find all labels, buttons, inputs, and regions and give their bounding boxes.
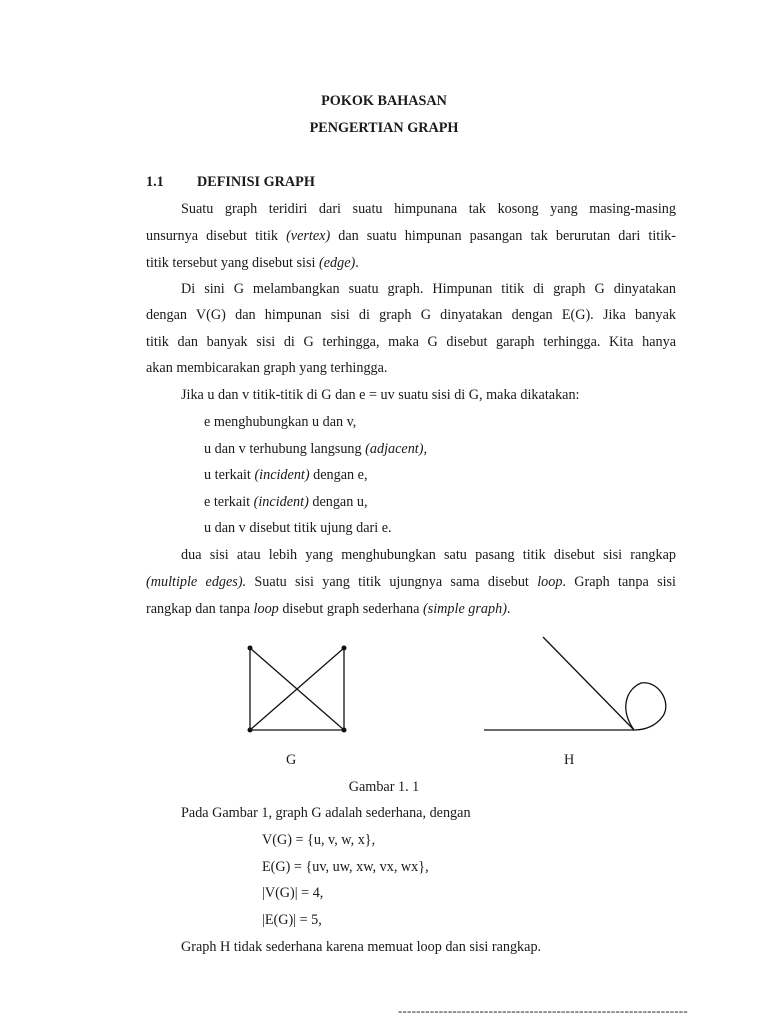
section-number: 1.1	[146, 174, 164, 190]
term-incident: (incident)	[254, 467, 310, 483]
footer-rule: ----------------------------------------------------------------	[398, 1003, 688, 1018]
para2-line4: akan membicarakan graph yang terhingga.	[146, 360, 388, 376]
graph-g-vertex	[248, 646, 253, 651]
para4-line3: rangkap dan tanpa loop disebut graph sederhana (simple graph).	[146, 601, 511, 617]
graph-g-edge	[250, 648, 344, 730]
para2-line1: Di sini G melambangkan suatu graph. Himpunan titik di graph G dinyatakan	[181, 281, 676, 297]
section-title: DEFINISI GRAPH	[197, 174, 315, 190]
para5-closing: Graph H tidak sederhana karena memuat loop dan sisi rangkap.	[181, 939, 542, 955]
figure-label-h: H	[564, 752, 575, 768]
term-multiple-edges: (multiple edges).	[146, 574, 247, 590]
para3-intro: Jika u dan v titik-titik di G dan e = uv suatu sisi di G, maka dikatakan:	[181, 387, 580, 403]
para1-line3: titik tersebut yang disebut sisi (edge).	[146, 255, 359, 271]
para2-line3: titik dan banyak sisi di G terhingga, maka G disebut garaph terhingga. Kita hanya	[146, 334, 676, 350]
term-simple-graph: (simple graph)	[422, 601, 507, 617]
term-adjacent: (adjacent),	[365, 441, 428, 457]
para1-line2: unsurnya disebut titik (vertex) dan suatu himpunan pasangan tak berurutan dari titik-	[146, 228, 676, 244]
equation-edge-set: E(G) = {uv, uw, xw, vx, wx},	[262, 859, 429, 875]
figure-label-g: G	[286, 752, 297, 768]
equation-vertex-count: |V(G)| = 4,	[262, 885, 324, 901]
para5-intro: Pada Gambar 1, graph G adalah sederhana, dengan	[181, 805, 471, 821]
figure-caption: Gambar 1. 1	[348, 779, 420, 795]
equation-edge-count: |E(G)| = 5,	[262, 912, 322, 928]
para4-line2: (multiple edges). Suatu sisi yang titik ujungnya sama disebut loop. Graph tanpa sisi	[146, 574, 676, 590]
document-subtitle: PENGERTIAN GRAPH	[309, 120, 459, 136]
graph-g-edge	[250, 648, 344, 730]
list-item-4: e terkait (incident) dengan u,	[204, 494, 368, 510]
graph-g-vertex	[248, 728, 253, 733]
para2-line2: dengan V(G) dan himpunan sisi di graph G dinyatakan dengan E(G). Jika banyak	[146, 307, 676, 323]
para1-line1: Suatu graph teridiri dari suatu himpunana tak kosong yang masing-masing	[181, 201, 676, 217]
graph-g-vertex	[342, 728, 347, 733]
graph-h-edge	[543, 637, 634, 730]
para4-line1: dua sisi atau lebih yang menghubungkan satu pasang titik disebut sisi rangkap	[181, 547, 676, 563]
list-item-5: u dan v disebut titik ujung dari e.	[204, 520, 392, 536]
equation-vertex-set: V(G) = {u, v, w, x},	[262, 832, 376, 848]
list-item-2: u dan v terhubung langsung (adjacent),	[204, 441, 428, 457]
list-item-1: e menghubungkan u dan v,	[204, 414, 357, 430]
term-edge: (edge)	[319, 255, 356, 271]
graph-h-edges	[484, 637, 666, 730]
term-loop: loop	[253, 601, 279, 617]
graph-g-vertices	[248, 646, 347, 733]
list-item-3: u terkait (incident) dengan e,	[204, 467, 368, 483]
term-incident: (incident)	[253, 494, 309, 510]
graph-g-edges	[250, 648, 344, 730]
document-title: POKOK BAHASAN	[321, 93, 447, 109]
term-loop: loop	[537, 574, 563, 590]
graph-h-loop	[626, 683, 666, 730]
graph-g-vertex	[342, 646, 347, 651]
term-vertex: (vertex)	[286, 228, 331, 244]
